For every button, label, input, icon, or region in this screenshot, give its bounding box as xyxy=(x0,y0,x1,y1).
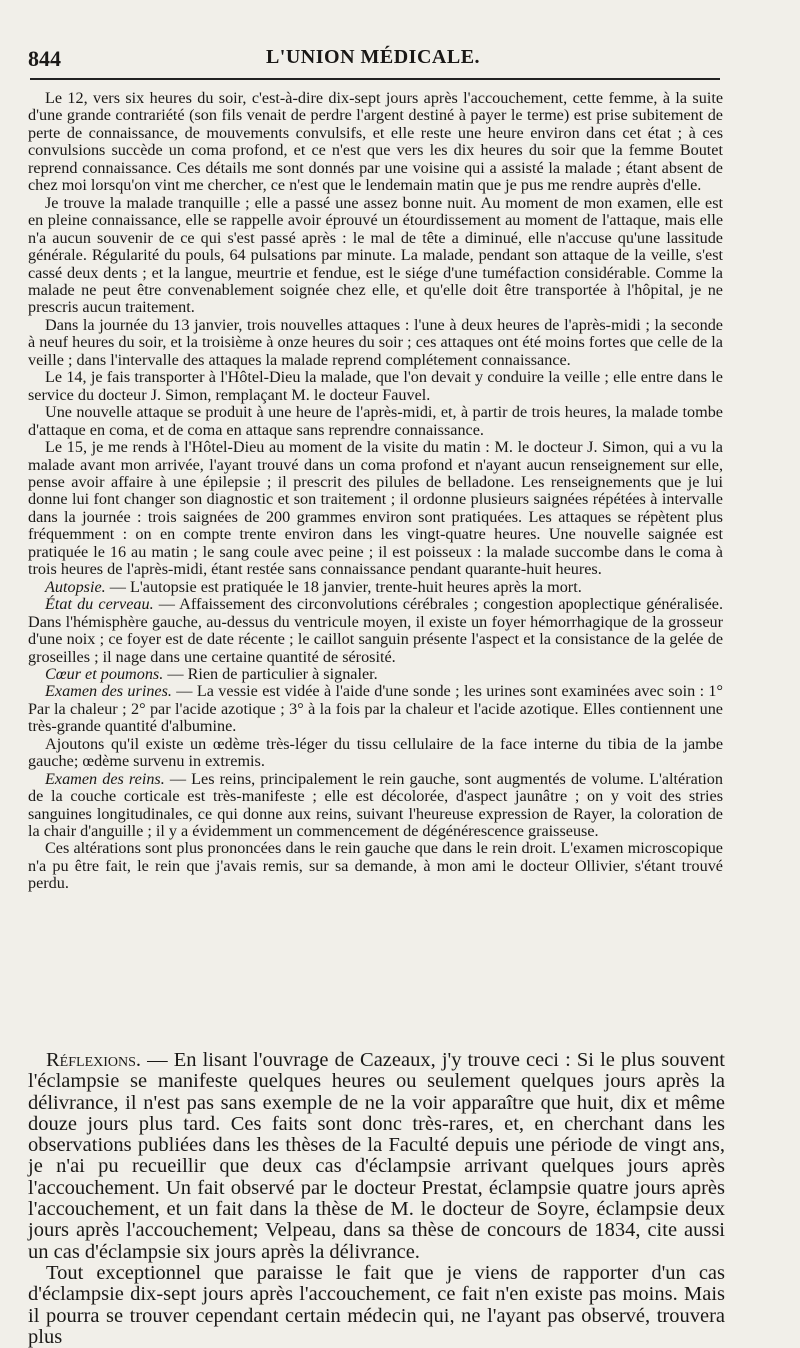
section-title: Examen des urines. xyxy=(45,682,172,701)
paragraph: Dans la journée du 13 janvier, trois nouvelles attaques : l'une à deux heures de l'après-midi ; la seconde à neuf heures du soir, et la troisième à onze heures du soir ; ces attaques ont été moins fortes que celle de la veille ; dans l'intervalle des attaques la malade reprend complétement connaissance. xyxy=(28,315,723,369)
paragraph: Tout exceptionnel que paraisse le fait que je viens de rapporter d'un cas d'éclampsie dix-sept jours après l'accouchement, ce fait n'en existe pas moins. Mais il pourra se trouver cependant certain médecin qui, ne l'ayant pas observé, trouvera plus xyxy=(28,1261,725,1348)
paragraph: Une nouvelle attaque se produit à une heure de l'après-midi, et, à partir de trois heures, la malade tombe d'attaque en coma, et de coma en attaque sans reprendre connaissance. xyxy=(28,403,723,439)
observation-text xyxy=(28,90,723,893)
paragraph: Ajoutons qu'il existe un œdème très-léger du tissu cellulaire de la face interne du tibia de la jambe gauche; œdème survenu in extremis. xyxy=(28,734,723,771)
reflexions-section xyxy=(28,1050,725,1348)
paragraph-cerveau: État du cerveau. — Affaissement des circonvolutions cérébrales ; congestion apoplectique généralisée. Dans l'hémisphère gauche, au-dessus du ventricule moyen, il existe un foyer hémorrhagique de la grosseur d'une noix ; ce foyer est de date récente ; le caillot sanguin présente l'aspect et la consistance de la gelée de groseilles ; il nage dans une certaine quantité de sérosité. xyxy=(28,595,723,666)
running-title: L'UNION MÉDICALE. xyxy=(265,46,481,68)
paragraph: Le 12, vers six heures du soir, c'est-à-dire dix-sept jours après l'accouchement, cette femme, à la suite d'une grande contrariété (son fils venait de perdre l'argent destiné à payer le terme) est prise subitement de perte de connaissance, de mouvements convulsifs, et elle reste une heure environ dans cet état ; à ces convulsions succède un coma profond, et ce n'est que vers les dix heures du soir que la femme Boutet reprend connaissance. Ces détails me sont donnés par une voisine qui a assisté la malade ; étant absent de chez moi lorsqu'on vint me chercher, ce n'est que le lendemain matin que je pus me rendre auprès d'elle. xyxy=(28,89,723,195)
paragraph: Le 14, je fais transporter à l'Hôtel-Dieu la malade, que l'on devait y conduire la veille ; elle entre dans le service du docteur J. Simon, remplaçant M. le docteur Fauvel. xyxy=(28,368,723,404)
header-rule xyxy=(30,78,720,80)
paragraph: Le 15, je me rends à l'Hôtel-Dieu au moment de la visite du matin : M. le docteur J. Simon, qui a vu la malade avant mon arrivée, l'ayant trouvé dans un coma profond et n'ayant aucun renseignement sur elle, pense avoir affaire à une épilepsie ; il prescrit des pilules de belladone. Les renseignements que je lui donne lui font changer son diagnostic et son traitement ; il ordonne plusieurs saignées répétées à intervalle dans la journée : trois saignées de 200 grammes environ sont pratiquées. Les attaques se répètent plus fréquemment : on en compte trente environ dans les vingt-quatre heures. Une nouvelle saignée est pratiquée le 16 au matin ; le sang coule avec peine ; il est poisseux : la malade succombe dans le coma à trois heures de l'après-midi, étant restée sans connaissance pendant quarante-huit heures. xyxy=(28,438,723,579)
paragraph-urines: Examen des urines. — La vessie est vidée à l'aide d'une sonde ; les urines sont examinées avec soin : 1° Par la chaleur ; 2° par l'acide azotique ; 3° à la fois par la chaleur et l'acide azotique. Elles contiennent une très-grande quantité d'albumine. xyxy=(28,682,723,736)
paragraph: Je trouve la malade tranquille ; elle a passé une assez bonne nuit. Au moment de mon examen, elle est en pleine connaissance, elle se rappelle avoir éprouvé un étourdissement au moment de l'attaque, mais elle n'a aucun souvenir de ce qui s'est passé après : le mal de tête a diminué, elle n'accuse qu'une lassitude générale. Régularité du pouls, 64 pulsations par minute. La malade, pendant son attaque de la veille, s'est cassé deux dents ; et la langue, meurtrie et fendue, est le siége d'une tuméfaction considérable. Comme la malade ne peut être convenablement soignée chez elle, et qu'elle doit être transportée à l'hôpital, je ne prescris aucun traitement. xyxy=(28,193,723,317)
page-number: 844 xyxy=(28,46,61,71)
section-title: Examen des reins. xyxy=(45,769,165,788)
section-title: Réflexions. xyxy=(46,1049,142,1071)
paragraph: Ces altérations sont plus prononcées dans le rein gauche que dans le rein droit. L'examen microscopique n'a pu être fait, le rein que j'avais remis, sur sa demande, à mon ami le docteur Ollivier, s'étant trouvé perdu. xyxy=(28,839,723,893)
paragraph-coeur: Cœur et poumons. — Rien de particulier à signaler. xyxy=(45,664,378,683)
paragraph-reins: Examen des reins. — Les reins, principalement le rein gauche, sont augmentés de volume. L'altération de la couche corticale est très-manifeste ; elle est décolorée, d'aspect jaunâtre ; on y voit des stries sanguines longitudinales, ce qui donne aux reins, suivant l'heureuse expression de Rayer, la coloration de la chair d'anguille ; il y a évidemment un commencement de dégénérescence graisseuse. xyxy=(28,769,723,841)
paragraph-reflexions: Réflexions. — En lisant l'ouvrage de Cazeaux, j'y trouve ceci : Si le plus souvent l'éclampsie se manifeste quelques heures ou seulement quelques jours après la délivrance, il n'est pas sans exemple de ne la voir apparaître que huit, dix et même douze jours plus tard. Ces faits sont donc très-rares, et, en cherchant dans les observations publiées dans les thèses de la Faculté depuis une période de vingt ans, je n'ai pu recueillir que deux cas d'éclampsie arrivant quelques jours après l'accouchement. Un fait observé par le docteur Prestat, éclampsie quatre jours après l'accouchement, et un fait dans la thèse de M. le docteur de Soyre, éclampsie deux jours après l'accouchement; Velpeau, dans sa thèse de concours de 1834, cite aussi un cas d'éclampsie six jours après la délivrance. xyxy=(28,1049,725,1263)
page-header xyxy=(28,44,718,74)
section-title: État du cerveau. xyxy=(45,595,154,614)
paragraph-autopsie: Autopsie. — L'autopsie est pratiquée le 18 janvier, trente-huit heures après la mort. xyxy=(45,577,582,596)
section-title: Cœur et poumons. xyxy=(45,664,164,683)
section-title: Autopsie. xyxy=(45,577,106,596)
